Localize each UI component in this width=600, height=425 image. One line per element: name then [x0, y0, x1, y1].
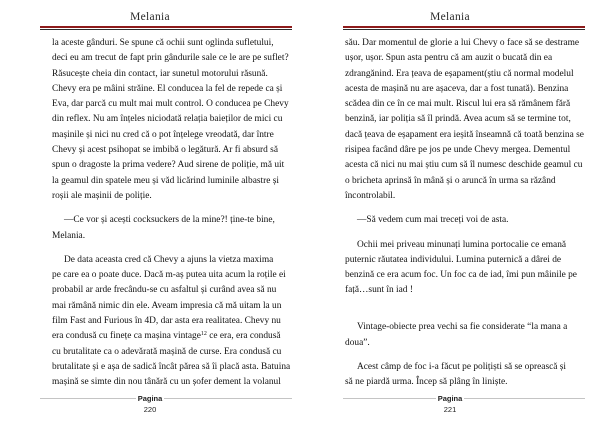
page-body — [345, 36, 593, 391]
text-line: Chevy era pe mâini străine. El conducea la fel de repede ca și — [52, 83, 283, 94]
text-line: deci eu am trecut de fapt prin gândurile sale ce le are pe suflet? — [52, 53, 289, 64]
page-right — [300, 0, 600, 425]
text-line: risipea facând dâre pe jos pe unde Chevy mergea. Dementul — [345, 145, 571, 156]
text-line: pe care ea o poate duce. Dacă m-aș putea uita acum la roțile ei — [52, 270, 286, 281]
text-line: benzină ce era acum foc. Un foc ca de iad, îmi pun mâinile pe — [345, 270, 577, 281]
text-line-with-footnote — [52, 329, 300, 344]
page-number: 220 — [143, 405, 157, 414]
text-line: încontrolabil. — [345, 190, 396, 201]
text-line: film Fast and Furious în 4D, dar asta era realitatea. Chevy nu — [52, 316, 281, 327]
text-line: față…sunt în iad ! — [345, 285, 413, 296]
dialogue-paragraph — [52, 213, 300, 244]
line-text-before: era condusă cu finețe ca mașina vintage — [52, 331, 201, 342]
footer-label: Pagina — [437, 394, 463, 403]
footer-label: Pagina — [137, 394, 163, 403]
text-line: benzină, iar poliția să îl prindă. Avea acum să se termine tot, — [345, 114, 571, 125]
text-line: Ochii mei priveau minunați lumina portocalie ce emană — [357, 239, 567, 250]
header-rule-dark — [40, 29, 292, 30]
text-line: scădea din ce în ce mai mult. Riscul lui era să rămânem fără — [345, 99, 571, 110]
paragraph — [52, 36, 300, 204]
page-number: 221 — [443, 405, 457, 414]
text-line: Vintage-obiecte prea vechi sa fie considerate “la mana a — [357, 322, 568, 333]
text-line: său. Dar momentul de glorie a lui Chevy o face să se destrame — [345, 38, 580, 48]
text-line: zdrangănind. Era țeava de eșapament(știu că normal modelul — [345, 68, 574, 79]
text-line: Răsucește cheia din contact, iar sunetul motorului răsună. — [52, 68, 268, 79]
header-rule-dark — [343, 29, 585, 30]
text-line: ușor, ușor. Spun asta pentru că am auzit o bucată din ea — [345, 53, 553, 64]
text-line: mașină se simte din nou tânără cu un șofer dement la volanul — [52, 377, 281, 388]
dialogue-paragraph — [345, 213, 593, 228]
text-line: acesta că nici nu mai știu cum să îl numesc deschide geamul cu — [345, 160, 583, 171]
paragraph — [345, 360, 593, 391]
text-line: Chevy și acest psihopat se imbibă o legătură. Ar fi absurd să — [52, 145, 278, 156]
text-line: roșii ale mașinii de poliție. — [52, 190, 152, 201]
header-rule-accent — [343, 26, 585, 28]
text-line: spun o dragoste la prima vedere? Aud sirene de poliție, mă uit — [52, 160, 285, 171]
paragraph — [345, 36, 593, 204]
line-text-after: ce era, era condusă — [206, 331, 281, 342]
text-line: puternic răutatea individului. Lumina puternică a dârei de — [345, 254, 562, 265]
text-line: la geamul din spatele meu și văd licărind luminile albastre și — [52, 175, 280, 186]
text-line: Acest câmp de foc i-a făcut pe polițiști să se oprească și — [357, 361, 567, 372]
text-line: —Ce vor și acești cocksuckers de la mine?! ține-te bine, — [64, 215, 275, 226]
page-body — [52, 36, 300, 391]
footnote-marker: 12 — [200, 331, 207, 338]
text-line: acesta de mașină nu are așaceva, dar a fost tunată). Benzina — [345, 83, 569, 94]
text-line: o bricheta aprinsă în mână și o aruncă în urma sa răzând — [345, 175, 556, 186]
text-line: brutalitate și e așa de sadică încât părea să îi placă asta. Batuina — [52, 361, 291, 372]
text-line: Melania. — [52, 230, 86, 241]
text-line: mașinile și nici nu cred că o pot înțelege vreodată, dar între — [52, 129, 274, 140]
text-line: dacă țeava de eșapament era ieșită înseamnă că toată benzina se — [345, 129, 584, 140]
header-rule-accent — [40, 26, 292, 28]
text-line: să ne piardă urma. Încep să plâng în liniște. — [345, 377, 508, 388]
text-line: din reflex. Nu am înțeles niciodată relația baieților de mici cu — [52, 114, 283, 125]
text-line: cu brutalitate ca o adevărată mașină de curse. Era condusă cu — [52, 346, 282, 357]
running-header: Melania — [130, 11, 170, 23]
footnote-paragraph — [345, 320, 593, 351]
text-line: la aceste gânduri. Se spune că ochii sunt oglinda sufletului, — [52, 38, 274, 48]
text-line: doua”. — [345, 337, 370, 348]
text-line: De data aceasta cred că Chevy a ajuns la vietza maxima — [64, 254, 274, 265]
text-line: —Să vedem cum mai treceți voi de asta. — [357, 215, 509, 226]
paragraph — [52, 253, 300, 391]
text-line: Eva, dar parcă cu mult mai mult control. O conducea pe Chevy — [52, 99, 289, 110]
running-header: Melania — [430, 11, 470, 23]
text-line: probabil ar arde frecându-se cu asfaltul și curând avea să nu — [52, 285, 277, 296]
text-line: mai rămână nimic din ele. Aveam impresia că mă uitam la un — [52, 300, 282, 311]
paragraph — [345, 238, 593, 299]
